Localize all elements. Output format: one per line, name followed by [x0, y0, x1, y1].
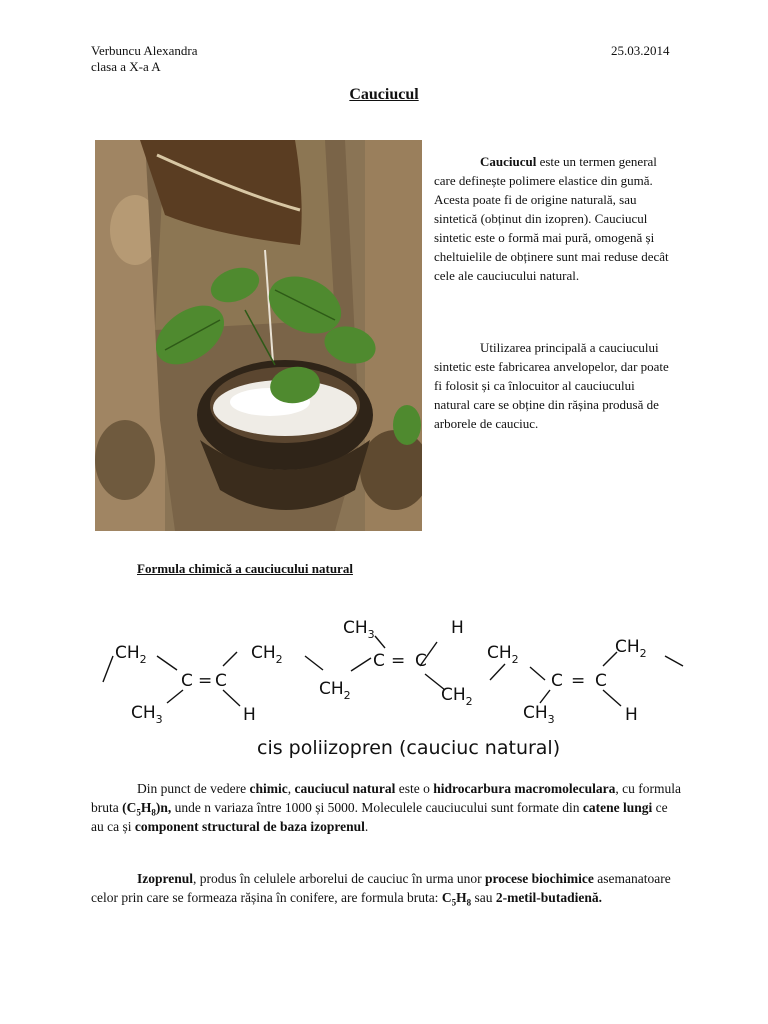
intro-paragraph-2	[434, 338, 674, 433]
formula-ch2-1: $CH_2$	[115, 643, 147, 666]
author-name: Verbuncu Alexandra	[91, 43, 198, 58]
text: .	[364, 819, 369, 834]
text: ,	[287, 781, 295, 796]
term-metil-butadiena: 2-metil-butadienă.	[495, 890, 602, 905]
isoprene-paragraph	[91, 869, 681, 907]
formula-h-3: H	[625, 705, 638, 725]
formula-ch2-5: $CH_2$	[487, 643, 519, 666]
formula-c-5: C	[551, 671, 563, 691]
intro-term: Cauciucul	[480, 154, 537, 169]
formula-c-1: C	[181, 671, 193, 691]
formula-double-bond-1: =	[198, 671, 213, 691]
chemistry-paragraph	[91, 779, 681, 836]
formula-c-3: C	[373, 651, 385, 671]
page-title: Cauciucul	[349, 86, 419, 103]
term-cauciucul-natural: cauciucul natural	[294, 781, 396, 796]
rubber-tree-photo	[95, 140, 422, 531]
formula-h-1: H	[243, 705, 256, 725]
term-izoprenul: Izoprenul	[137, 871, 194, 886]
text: unde n variaza între 1000 și 5000. Moleculele cauciucului sunt formate din	[171, 800, 583, 815]
text: Din punct de vedere	[137, 781, 250, 796]
formula-double-bond-3: =	[571, 671, 586, 691]
term-catene-lungi: catene lungi	[582, 800, 653, 815]
formula-ch2-2: $CH_2$	[251, 643, 283, 666]
formula-brute-1: $(C_5H_8)n$,	[122, 800, 172, 818]
text: ce au ca și	[91, 800, 668, 834]
formula-ch2-3: $CH_2$	[319, 679, 351, 702]
intro-usage: Utilizarea principală a cauciucului sintetic este fabricarea anvelopelor, dar poate fi folosit și ca înlocuitor al cauciucului natural care se obține din rășina produsă de arborele de cauciuc.	[434, 340, 669, 431]
formula-ch3-2: $CH_3$	[343, 618, 375, 641]
formula-c-2: C	[215, 671, 227, 691]
formula-heading: Formula chimică a cauciucului natural	[137, 561, 353, 576]
intro-paragraph-1	[434, 152, 674, 285]
formula-ch2-4: $CH_2$	[441, 685, 473, 708]
class-label: clasa a X-a A	[91, 59, 161, 74]
structural-formula	[95, 608, 690, 768]
formula-ch3-3: $CH_3$	[523, 703, 555, 726]
text: , produs în celulele arborelui de cauciuc în urma unor	[193, 871, 486, 886]
formula-h-2: H	[451, 618, 464, 638]
text: , cu formula bruta	[91, 781, 681, 815]
formula-ch2-6: $CH_2$	[615, 637, 647, 660]
term-chimic: chimic	[249, 781, 288, 796]
text: asemanatoare celor prin care se formeaza rășina în conifere, are formula bruta:	[91, 871, 671, 905]
intro-definition: este un termen general care definește polimere elastice din gumă. Acesta poate fi de origine naturală, sau sintetică (obținut din izopren). Cauciucul sintetic este o formă mai pură, omogenă și cheltuielile de obținere sunt mai reduse decât cele ale cauciucului natural.	[434, 154, 669, 283]
term-procese-biochimice: procese biochimice	[485, 871, 594, 886]
formula-double-bond-2: =	[391, 651, 406, 671]
text: sau	[471, 890, 496, 905]
term-hidrocarbura: hidrocarbura macromoleculara	[433, 781, 616, 796]
term-component-structural: component structural de baza izoprenul	[134, 819, 365, 834]
formula-ch3-1: $CH_3$	[131, 703, 163, 726]
text: este o	[395, 781, 434, 796]
date-label: 25.03.2014	[611, 43, 670, 58]
formula-caption: cis poliizopren (cauciuc natural)	[257, 737, 561, 759]
formula-c-4: C	[415, 651, 427, 671]
formula-brute-2: $C_5H_8$	[441, 890, 472, 908]
formula-c-6: C	[595, 671, 607, 691]
